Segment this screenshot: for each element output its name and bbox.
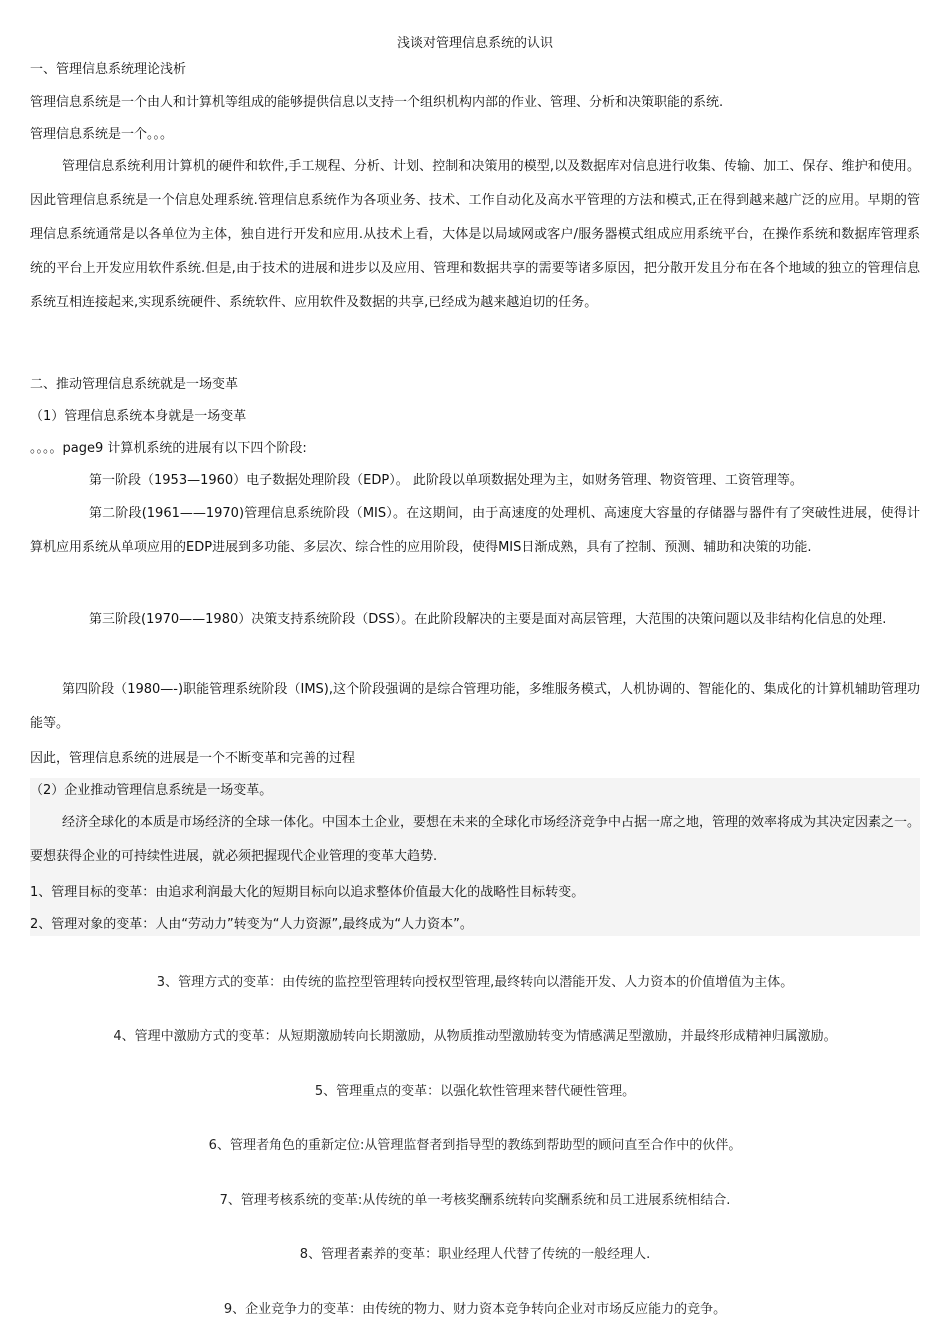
subsection-heading: （1）管理信息系统本身就是一场变革 xyxy=(30,409,247,424)
conclusion: 因此，管理信息系统的进展是一个不断变革和完善的过程 xyxy=(30,751,356,766)
list-item: 9、企业竞争力的变革：由传统的物力、财力资本竞争转向企业对市场反应能力的竞争。 xyxy=(223,1302,727,1317)
list-item: 3、管理方式的变革：由传统的监控型管理转向授权型管理,最终转向以潜能开发、人力资本的价值增值为主体。 xyxy=(156,975,794,990)
document-title: 浅谈对管理信息系统的认识 xyxy=(396,36,553,51)
paragraph: 经济全球化的本质是市场经济的全球一体化。中国本土企业，要想在未来的全球化市场经济竞争中占据一席之地，管理的效率将成为其决定因素之一。要想获得企业的可持续性进展，就必须把握现代企业管理的变革大趋势. xyxy=(30,815,921,864)
subsection-heading: （2）企业推动管理信息系统是一场变革。 xyxy=(30,783,273,798)
stage-3: 第三阶段(1970——1980）决策支持系统阶段（DSS）。在此阶段解决的主要是面对高层管理，大范围的决策问题以及非结构化信息的处理. xyxy=(89,612,887,627)
list-item: 7、管理考核系统的变革:从传统的单一考核奖酬系统转向奖酬系统和员工进展系统相结合. xyxy=(219,1193,731,1208)
section-heading-1: 一、管理信息系统理论浅析 xyxy=(30,62,187,77)
stage-1: 第一阶段（1953—1960）电子数据处理阶段（EDP）。 此阶段以单项数据处理为主，如财务管理、物资管理、工资管理等。 xyxy=(89,473,803,488)
stage-4: 第四阶段（1980—-)职能管理系统阶段（IMS),这个阶段强调的是综合管理功能，多维服务模式，人机协调的、智能化的、集成化的计算机辅助管理功能等。 xyxy=(30,682,920,731)
page-reference: 。。。。page9 计算机系统的进展有以下四个阶段: xyxy=(30,441,307,456)
paragraph: 管理信息系统是一个。。。 xyxy=(30,127,174,142)
list-item: 5、管理重点的变革：以强化软性管理来替代硬性管理。 xyxy=(314,1084,636,1099)
paragraph: 管理信息系统利用计算机的硬件和软件,手工规程、分析、计划、控制和决策用的模型,以及数据库对信息进行收集、传输、加工、保存、维护和使用。因此管理信息系统是一个信息处理系统.管理信息系统作为各项业务、技术、工作自动化及高水平管理的方法和模式,正在得到越来越广泛的应用。早期的管理信息系统通常是以各单位为主体，独自进行开发和应用.从技术上看，大体是以局域网或客户/服务器模式组成应用系统平台，在操作系统和数据库管理系统的平台上开发应用软件系统.但是,由于技术的进展和进步以及应用、管理和数据共享的需要等诸多原因，把分散开发且分布在各个地域的独立的管理信息系统互相连接起来,实现系统硬件、系统软件、应用软件及数据的共享,已经成为越来越迫切的任务。 xyxy=(30,159,921,310)
list-item: 1、管理目标的变革：由追求利润最大化的短期目标向以追求整体价值最大化的战略性目标转变。 xyxy=(30,885,585,900)
stage-2: 第二阶段(1961——1970)管理信息系统阶段（MIS）。在这期间，由于高速度的处理机、高速度大容量的存储器与器件有了突破性进展，使得计算机应用系统从单项应用的EDP进展到多功能、多层次、综合性的应用阶段，使得MIS日渐成熟，具有了控制、预测、辅助和决策的功能. xyxy=(30,506,920,555)
list-item: 2、管理对象的变革：人由“劳动力”转变为“人力资源”,最终成为“人力资本”。 xyxy=(30,917,473,932)
paragraph: 管理信息系统是一个由人和计算机等组成的能够提供信息以支持一个组织机构内部的作业、管理、分析和决策职能的系统. xyxy=(30,95,724,110)
section-heading-2: 二、推动管理信息系统就是一场变革 xyxy=(30,377,239,392)
list-item: 6、管理者角色的重新定位:从管理监督者到指导型的教练到帮助型的顾问直至合作中的伙伴。 xyxy=(208,1138,742,1153)
list-item: 8、管理者素养的变革：职业经理人代替了传统的一般经理人. xyxy=(299,1247,651,1262)
list-item: 4、管理中激励方式的变革：从短期激励转向长期激励，从物质推动型激励转变为情感满足型激励，并最终形成精神归属激励。 xyxy=(113,1029,837,1044)
